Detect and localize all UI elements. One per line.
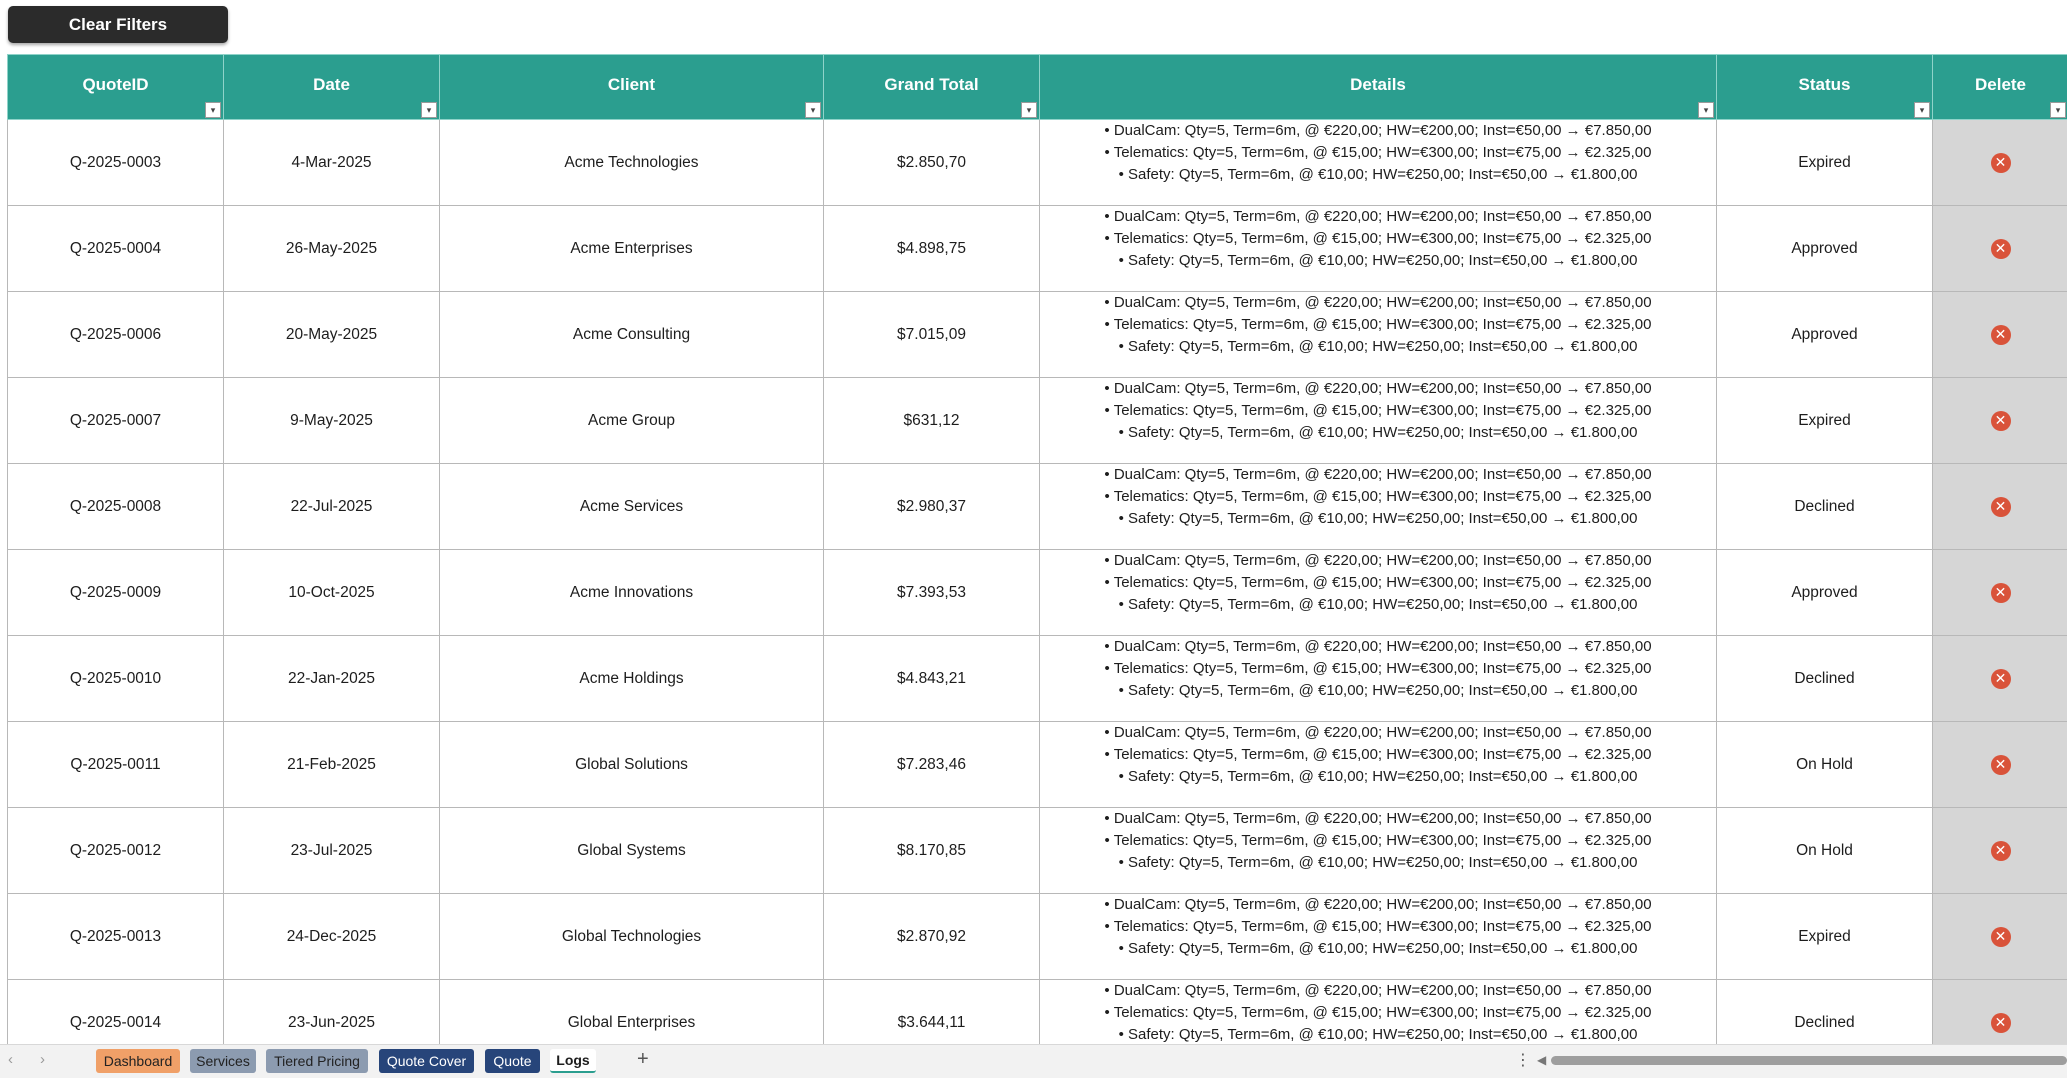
table-header-row [8,55,2067,120]
delete-cell [1933,120,2067,206]
details-line: • DualCam: Qty=5, Term=6m, @ €220,00; HW=€200,00; Inst=€50,00 → €7.850,00 [1040,980,1716,1002]
quote-id-cell: Q-2025-0006 [8,292,224,378]
tab-tiered-pricing[interactable]: Tiered Pricing [266,1049,368,1073]
details-line: • Safety: Qty=5, Term=6m, @ €10,00; HW=€250,00; Inst=€50,00 → €1.800,00 [1040,164,1716,186]
client-cell: Global Solutions [440,722,824,808]
client-cell: Acme Group [440,378,824,464]
table-row [8,894,2067,980]
details-line: • DualCam: Qty=5, Term=6m, @ €220,00; HW=€200,00; Inst=€50,00 → €7.850,00 [1040,722,1716,744]
grand-total-cell: $4.898,75 [824,206,1040,292]
grand-total-cell: $631,12 [824,378,1040,464]
delete-icon[interactable]: ✕ [1991,927,2011,947]
details-cell [1040,980,1717,1045]
date-cell: 26-May-2025 [224,206,440,292]
date-cell: 20-May-2025 [224,292,440,378]
details-cell [1040,550,1717,636]
client-cell: Global Systems [440,808,824,894]
date-cell: 23-Jun-2025 [224,980,440,1045]
delete-cell [1933,206,2067,292]
date-cell: 22-Jul-2025 [224,464,440,550]
column-header-label: Client [608,75,655,94]
details-cell [1040,894,1717,980]
table-row [8,206,2067,292]
column-header [1040,55,1717,120]
client-cell: Acme Services [440,464,824,550]
client-cell: Acme Innovations [440,550,824,636]
details-line: • Telematics: Qty=5, Term=6m, @ €15,00; HW=€300,00; Inst=€75,00 → €2.325,00 [1040,142,1716,164]
details-cell [1040,206,1717,292]
status-cell: On Hold [1717,722,1933,808]
grand-total-cell: $3.644,11 [824,980,1040,1045]
table-body [8,120,2067,1045]
details-line: • Safety: Qty=5, Term=6m, @ €10,00; HW=€250,00; Inst=€50,00 → €1.800,00 [1040,336,1716,358]
date-cell: 9-May-2025 [224,378,440,464]
details-line: • DualCam: Qty=5, Term=6m, @ €220,00; HW=€200,00; Inst=€50,00 → €7.850,00 [1040,120,1716,142]
table-row [8,378,2067,464]
details-line: • Safety: Qty=5, Term=6m, @ €10,00; HW=€250,00; Inst=€50,00 → €1.800,00 [1040,766,1716,788]
clear-filters-button[interactable]: Clear Filters [8,6,228,43]
filter-dropdown-icon[interactable]: ▾ [1698,102,1714,118]
grand-total-cell: $7.015,09 [824,292,1040,378]
details-cell [1040,292,1717,378]
filter-dropdown-icon[interactable]: ▾ [205,102,221,118]
details-line: • Telematics: Qty=5, Term=6m, @ €15,00; HW=€300,00; Inst=€75,00 → €2.325,00 [1040,314,1716,336]
filter-dropdown-icon[interactable]: ▾ [805,102,821,118]
column-header [8,55,224,120]
delete-icon[interactable]: ✕ [1991,497,2011,517]
table-row [8,808,2067,894]
quote-id-cell: Q-2025-0004 [8,206,224,292]
details-line: • Safety: Qty=5, Term=6m, @ €10,00; HW=€250,00; Inst=€50,00 → €1.800,00 [1040,938,1716,960]
delete-icon[interactable]: ✕ [1991,669,2011,689]
delete-cell [1933,894,2067,980]
column-header [440,55,824,120]
details-line: • DualCam: Qty=5, Term=6m, @ €220,00; HW=€200,00; Inst=€50,00 → €7.850,00 [1040,292,1716,314]
quote-id-cell: Q-2025-0011 [8,722,224,808]
status-cell: Expired [1717,378,1933,464]
prev-sheet-arrow-icon[interactable]: ‹ [8,1051,13,1068]
status-cell: Declined [1717,980,1933,1045]
details-line: • Safety: Qty=5, Term=6m, @ €10,00; HW=€250,00; Inst=€50,00 → €1.800,00 [1040,508,1716,530]
status-cell: Approved [1717,206,1933,292]
delete-icon[interactable]: ✕ [1991,583,2011,603]
table-row [8,550,2067,636]
details-cell [1040,378,1717,464]
grand-total-cell: $2.980,37 [824,464,1040,550]
date-cell: 10-Oct-2025 [224,550,440,636]
status-cell: Expired [1717,894,1933,980]
delete-cell [1933,808,2067,894]
status-cell: Declined [1717,464,1933,550]
details-cell [1040,722,1717,808]
details-line: • DualCam: Qty=5, Term=6m, @ €220,00; HW=€200,00; Inst=€50,00 → €7.850,00 [1040,894,1716,916]
table-row [8,722,2067,808]
logs-sheet [7,54,2067,1044]
details-line: • Safety: Qty=5, Term=6m, @ €10,00; HW=€250,00; Inst=€50,00 → €1.800,00 [1040,1024,1716,1044]
sheet-tab-bar [0,1044,2067,1078]
filter-dropdown-icon[interactable]: ▾ [1021,102,1037,118]
client-cell: Acme Technologies [440,120,824,206]
column-header-label: QuoteID [82,75,148,94]
table-row [8,120,2067,206]
details-line: • Telematics: Qty=5, Term=6m, @ €15,00; HW=€300,00; Inst=€75,00 → €2.325,00 [1040,228,1716,250]
date-cell: 4-Mar-2025 [224,120,440,206]
date-cell: 24-Dec-2025 [224,894,440,980]
delete-cell [1933,550,2067,636]
status-cell: Approved [1717,550,1933,636]
next-sheet-arrow-icon[interactable]: › [40,1051,45,1068]
details-line: • DualCam: Qty=5, Term=6m, @ €220,00; HW=€200,00; Inst=€50,00 → €7.850,00 [1040,464,1716,486]
date-cell: 21-Feb-2025 [224,722,440,808]
details-cell [1040,808,1717,894]
details-line: • Safety: Qty=5, Term=6m, @ €10,00; HW=€250,00; Inst=€50,00 → €1.800,00 [1040,852,1716,874]
quote-id-cell: Q-2025-0012 [8,808,224,894]
tab-services[interactable]: Services [190,1049,256,1073]
delete-icon[interactable]: ✕ [1991,841,2011,861]
details-line: • Telematics: Qty=5, Term=6m, @ €15,00; HW=€300,00; Inst=€75,00 → €2.325,00 [1040,744,1716,766]
column-header [224,55,440,120]
quote-id-cell: Q-2025-0014 [8,980,224,1045]
delete-cell [1933,722,2067,808]
tab-quote-cover[interactable]: Quote Cover [379,1049,474,1073]
date-cell: 22-Jan-2025 [224,636,440,722]
details-line: • Safety: Qty=5, Term=6m, @ €10,00; HW=€250,00; Inst=€50,00 → €1.800,00 [1040,594,1716,616]
status-cell: Declined [1717,636,1933,722]
quote-id-cell: Q-2025-0013 [8,894,224,980]
grand-total-cell: $4.843,21 [824,636,1040,722]
details-line: • Telematics: Qty=5, Term=6m, @ €15,00; HW=€300,00; Inst=€75,00 → €2.325,00 [1040,830,1716,852]
details-line: • DualCam: Qty=5, Term=6m, @ €220,00; HW=€200,00; Inst=€50,00 → €7.850,00 [1040,636,1716,658]
table-row [8,636,2067,722]
delete-cell [1933,378,2067,464]
quote-id-cell: Q-2025-0007 [8,378,224,464]
add-sheet-icon[interactable]: + [637,1048,649,1071]
client-cell: Global Enterprises [440,980,824,1045]
details-cell [1040,120,1717,206]
more-options-icon[interactable]: ⋮ [1515,1050,1531,1070]
quote-id-cell: Q-2025-0008 [8,464,224,550]
client-cell: Acme Holdings [440,636,824,722]
grand-total-cell: $7.393,53 [824,550,1040,636]
delete-icon[interactable]: ✕ [1991,411,2011,431]
details-line: • DualCam: Qty=5, Term=6m, @ €220,00; HW=€200,00; Inst=€50,00 → €7.850,00 [1040,378,1716,400]
grand-total-cell: $7.283,46 [824,722,1040,808]
column-header-label: Delete [1975,75,2026,94]
quote-id-cell: Q-2025-0009 [8,550,224,636]
details-cell [1040,464,1717,550]
horizontal-scrollbar[interactable] [1551,1056,2067,1065]
column-header-label: Details [1350,75,1406,94]
status-cell: Expired [1717,120,1933,206]
table-row [8,464,2067,550]
delete-cell [1933,980,2067,1045]
quote-id-cell: Q-2025-0010 [8,636,224,722]
column-header-label: Grand Total [884,75,978,94]
date-cell: 23-Jul-2025 [224,808,440,894]
column-header-label: Date [313,75,350,94]
filter-dropdown-icon[interactable]: ▾ [421,102,437,118]
tab-dashboard[interactable]: Dashboard [96,1049,180,1073]
column-header [824,55,1040,120]
delete-cell [1933,636,2067,722]
quote-id-cell: Q-2025-0003 [8,120,224,206]
table-row [8,980,2067,1045]
column-header-label: Status [1799,75,1851,94]
details-line: • Telematics: Qty=5, Term=6m, @ €15,00; HW=€300,00; Inst=€75,00 → €2.325,00 [1040,916,1716,938]
details-line: • Telematics: Qty=5, Term=6m, @ €15,00; HW=€300,00; Inst=€75,00 → €2.325,00 [1040,1002,1716,1024]
details-line: • Telematics: Qty=5, Term=6m, @ €15,00; HW=€300,00; Inst=€75,00 → €2.325,00 [1040,572,1716,594]
delete-cell [1933,464,2067,550]
details-line: • DualCam: Qty=5, Term=6m, @ €220,00; HW=€200,00; Inst=€50,00 → €7.850,00 [1040,550,1716,572]
client-cell: Global Technologies [440,894,824,980]
logs-table [7,54,2067,1044]
delete-icon[interactable]: ✕ [1991,755,2011,775]
details-cell [1040,636,1717,722]
status-cell: On Hold [1717,808,1933,894]
details-line: • Safety: Qty=5, Term=6m, @ €10,00; HW=€250,00; Inst=€50,00 → €1.800,00 [1040,250,1716,272]
tab-quote[interactable]: Quote [485,1049,540,1073]
details-line: • Telematics: Qty=5, Term=6m, @ €15,00; HW=€300,00; Inst=€75,00 → €2.325,00 [1040,400,1716,422]
details-line: • DualCam: Qty=5, Term=6m, @ €220,00; HW=€200,00; Inst=€50,00 → €7.850,00 [1040,206,1716,228]
column-header [1933,55,2067,120]
table-row [8,292,2067,378]
scroll-left-arrow-icon[interactable]: ◀ [1537,1053,1546,1067]
grand-total-cell: $2.850,70 [824,120,1040,206]
toolbar [0,0,2067,54]
client-cell: Acme Enterprises [440,206,824,292]
details-line: • DualCam: Qty=5, Term=6m, @ €220,00; HW=€200,00; Inst=€50,00 → €7.850,00 [1040,808,1716,830]
details-line: • Telematics: Qty=5, Term=6m, @ €15,00; HW=€300,00; Inst=€75,00 → €2.325,00 [1040,658,1716,680]
grand-total-cell: $8.170,85 [824,808,1040,894]
delete-icon[interactable]: ✕ [1991,239,2011,259]
delete-icon[interactable]: ✕ [1991,1013,2011,1033]
details-line: • Telematics: Qty=5, Term=6m, @ €15,00; HW=€300,00; Inst=€75,00 → €2.325,00 [1040,486,1716,508]
details-line: • Safety: Qty=5, Term=6m, @ €10,00; HW=€250,00; Inst=€50,00 → €1.800,00 [1040,680,1716,702]
details-line: • Safety: Qty=5, Term=6m, @ €10,00; HW=€250,00; Inst=€50,00 → €1.800,00 [1040,422,1716,444]
client-cell: Acme Consulting [440,292,824,378]
tab-logs[interactable]: Logs [550,1049,596,1073]
column-header [1717,55,1933,120]
grand-total-cell: $2.870,92 [824,894,1040,980]
filter-dropdown-icon[interactable]: ▾ [1914,102,1930,118]
status-cell: Approved [1717,292,1933,378]
filter-dropdown-icon[interactable]: ▾ [2050,102,2066,118]
delete-icon[interactable]: ✕ [1991,325,2011,345]
delete-icon[interactable]: ✕ [1991,153,2011,173]
delete-cell [1933,292,2067,378]
